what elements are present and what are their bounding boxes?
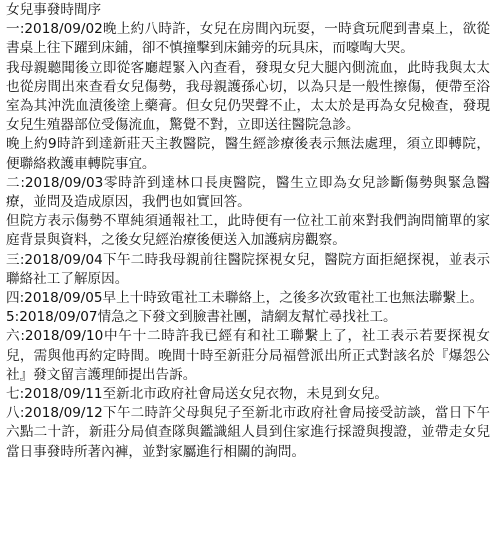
document-title: 女兒事發時間序 bbox=[6, 2, 102, 18]
paragraph-8: 5:2018/09/07情急之下發文到臉書社團，請網友幫忙尋找社工。 bbox=[6, 309, 397, 326]
paragraph-6: 三:2018/09/04下午二時我母親前往醫院探視女兒，醫院方面拒絕探視，並表示聯絡社工了解原因。 bbox=[6, 251, 490, 287]
paragraph-11: 八:2018/09/12下午二時許父母與兒子至新北市政府社會局接受訪談，當日下午六點二十許，新莊分局偵查隊與鑑識組人員到住家進行採證與搜證，並帶走女兒當日事發時所著內褲，並對家屬進行相關的詢問。 bbox=[6, 405, 490, 460]
paragraph-2: 我母親聽聞後立即從客廳趕緊入內查看，發現女兒大腿內側流血，此時我與太太也從房間出來查看女兒傷勢，我母親護孫心切，以為只是一般性擦傷，便帶至浴室為其沖洗血漬後塗上藥膏。但女兒仍哭聲不止，太太於是再為女兒檢查，發現女兒生殖器部位受傷流血，驚覺不對，立即送往醫院急診。 bbox=[6, 59, 490, 134]
paragraph-1: 一:2018/09/02晚上約八時許，女兒在房間內玩耍，一時貪玩爬到書桌上，欲從書桌上往下躍到床鋪，卻不慎撞擊到床鋪旁的玩具床，而嚎啕大哭。 bbox=[6, 21, 490, 57]
paragraph-5: 但院方表示傷勢不單純須通報社工，此時便有一位社工前來對我們詢問簡單的家庭背景與資料，之後女兒經治療後便送入加護病房觀察。 bbox=[6, 213, 490, 249]
paragraph-7: 四:2018/09/05早上十時致電社工未聯絡上，之後多次致電社工也無法聯繫上。 bbox=[6, 290, 484, 307]
paragraph-10: 七:2018/09/11至新北市政府社會局送女兒衣物，未見到女兒。 bbox=[6, 386, 388, 403]
paragraph-4: 二:2018/09/03零時許到達林口長庚醫院，醫生立即為女兒診斷傷勢與緊急醫療，並問及造成原因，我們也如實回答。 bbox=[6, 174, 490, 211]
paragraph-9: 六:2018/09/10中午十二時許我已經有和社工聯繫上了，社工表示若要探視女兒，需與他再約定時間。晚間十時至新莊分局福營派出所正式對該名於『爆怨公社』發文留言護理師提出告訴。 bbox=[6, 328, 490, 383]
paragraph-3: 晚上約9時許到達新莊天主教醫院，醫生經診療後表示無法處理，須立即轉院，便聯絡救護車轉院事宜。 bbox=[6, 136, 490, 172]
